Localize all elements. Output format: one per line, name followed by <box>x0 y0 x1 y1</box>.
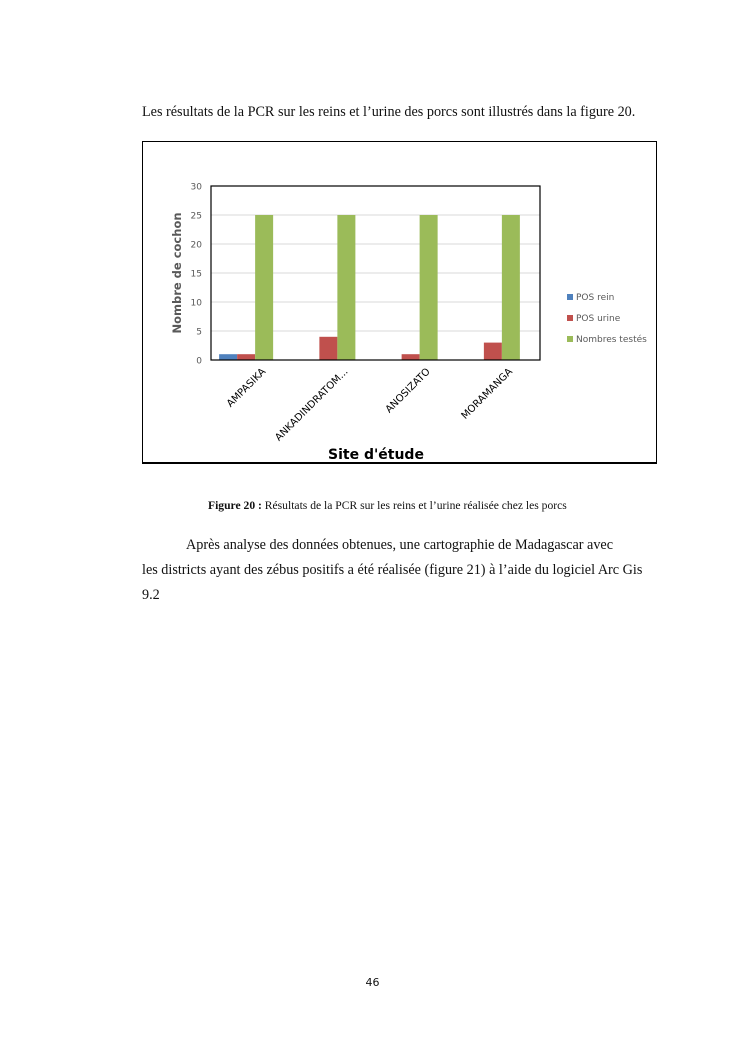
bar-chart <box>142 141 657 464</box>
bar-nombres-test-s-0 <box>255 215 273 360</box>
bar-nombres-test-s-2 <box>420 215 438 360</box>
y-tick-label: 15 <box>190 269 202 280</box>
x-tick-label: MORAMANGA <box>459 366 515 422</box>
body-line-1: Après analyse des données obtenues, une cartographie de Madagascar avec <box>186 537 614 553</box>
x-tick-label: AMPASIKA <box>224 366 269 410</box>
bar-pos-rein-0 <box>219 354 237 360</box>
legend-swatch <box>567 336 573 342</box>
page-number: 46 <box>365 976 380 989</box>
bar-nombres-test-s-3 <box>502 215 520 360</box>
body-paragraph <box>142 533 660 608</box>
legend-swatch <box>567 315 573 321</box>
y-tick-label: 30 <box>190 182 202 193</box>
legend-swatch <box>567 294 573 300</box>
legend-entry: POS rein <box>576 293 615 303</box>
x-tick-label: ANOSIZATO <box>383 366 433 416</box>
x-tick-label: ANKADINDRATOM... <box>273 366 351 444</box>
bar-nombres-test-s-1 <box>337 215 355 360</box>
legend <box>567 293 647 345</box>
y-tick-label: 20 <box>190 240 202 251</box>
y-tick-label: 25 <box>190 211 202 222</box>
legend-entry: Nombres testés <box>576 335 647 345</box>
caption-text: Résultats de la PCR sur les reins et l’urine réalisée chez les porcs <box>261 499 567 512</box>
x-axis-label: Site d'étude <box>328 447 424 463</box>
bar-pos-urine-0 <box>237 354 255 360</box>
caption-label: Figure 20 : <box>208 499 262 512</box>
chart-svg <box>143 142 658 465</box>
y-tick-label: 0 <box>196 356 202 367</box>
intro-paragraph: Les résultats de la PCR sur les reins et l’urine des porcs sont illustrés dans la figure 20. <box>142 104 636 121</box>
body-rest: les districts ayant des zébus positifs a été réalisée (figure 21) à l’aide du logiciel Arc Gis 9.2 <box>142 562 643 603</box>
bar-pos-urine-2 <box>402 354 420 360</box>
figure-caption <box>208 499 668 513</box>
bars-layer <box>219 215 520 360</box>
y-tick-label: 5 <box>196 327 202 338</box>
legend-entry: POS urine <box>576 314 621 324</box>
axis-layer <box>191 183 540 444</box>
bar-pos-urine-1 <box>319 337 337 360</box>
y-tick-label: 10 <box>190 298 202 309</box>
bar-pos-urine-3 <box>484 343 502 360</box>
y-axis-label: Nombre de cochon <box>170 212 184 334</box>
